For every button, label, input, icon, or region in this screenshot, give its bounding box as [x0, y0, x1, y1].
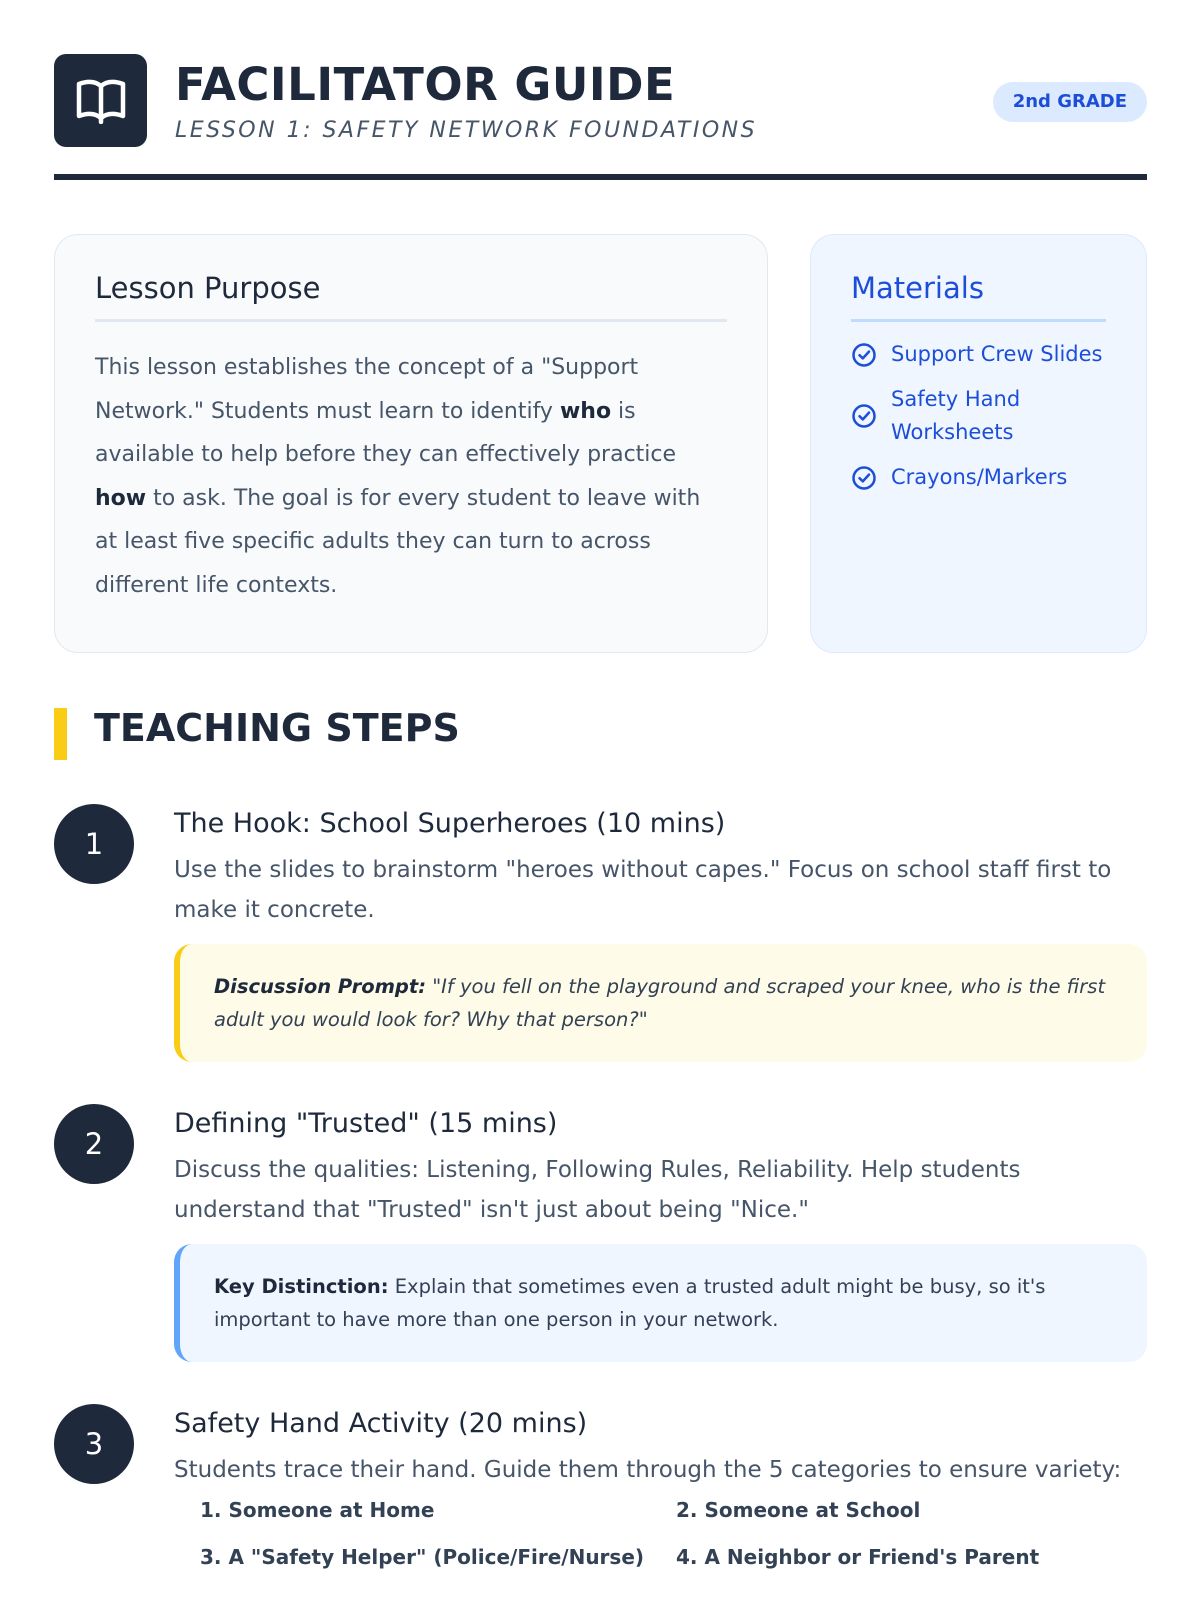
- materials-item: [851, 338, 1106, 371]
- lesson-purpose-card: [54, 234, 768, 653]
- step-description: Students trace their hand. Guide them through the 5 categories to ensure variety:: [174, 1457, 1122, 1483]
- step-number-badge: 1: [54, 804, 134, 884]
- callout-label: Discussion Prompt:: [214, 975, 426, 998]
- materials-item: [851, 383, 1106, 449]
- category-item: 4. A Neighbor or Friend's Parent: [676, 1545, 1040, 1569]
- step-title: The Hook: School Superheroes (10 mins): [174, 808, 726, 839]
- step-title: Defining "Trusted" (15 mins): [174, 1108, 558, 1139]
- lesson-purpose-heading: Lesson Purpose: [95, 271, 727, 322]
- page-title: FACILITATOR GUIDE: [175, 58, 676, 111]
- step-number-badge: 3: [54, 1404, 134, 1484]
- callout-text: Explain that sometimes even a trusted adult might be busy, so it's important to have more than one person in your network.: [214, 1275, 1046, 1331]
- callout-label: Key Distinction:: [214, 1275, 389, 1298]
- materials-list: [851, 338, 1106, 494]
- materials-heading: Materials: [851, 271, 1106, 322]
- open-book-icon: [75, 78, 127, 124]
- materials-item-label: Safety Hand Worksheets: [891, 387, 1021, 444]
- discussion-prompt-callout: [174, 944, 1147, 1062]
- purpose-emphasis-how: how: [95, 485, 147, 511]
- materials-item-label: Support Crew Slides: [891, 342, 1103, 366]
- step-description: Use the slides to brainstorm "heroes without capes." Focus on school staff first to make it concrete.: [174, 857, 1112, 923]
- purpose-text-part: is available to help before they can effectively practice: [95, 398, 677, 467]
- step-number-badge: 2: [54, 1104, 134, 1184]
- materials-card: [810, 234, 1147, 653]
- step-description: Discuss the qualities: Listening, Following Rules, Reliability. Help students understand that "Trusted" isn't just about being "Nice.": [174, 1157, 1021, 1223]
- category-item: 1. Someone at Home: [200, 1498, 435, 1522]
- purpose-text-part: This lesson establishes the concept of a "Support Network." Students must learn to identify: [95, 355, 639, 424]
- header-divider: [54, 174, 1147, 180]
- category-item: 3. A "Safety Helper" (Police/Fire/Nurse): [200, 1545, 645, 1569]
- page-header: [54, 54, 1147, 181]
- lesson-purpose-text: [95, 346, 727, 607]
- materials-item: [851, 461, 1106, 494]
- check-circle-icon: [851, 403, 877, 429]
- logo: [54, 54, 147, 147]
- purpose-emphasis-who: who: [559, 398, 612, 424]
- category-item: 2. Someone at School: [676, 1498, 921, 1522]
- check-circle-icon: [851, 342, 877, 368]
- safety-hand-categories: [200, 1494, 1100, 1574]
- step-title: Safety Hand Activity (20 mins): [174, 1408, 588, 1439]
- page-subtitle: LESSON 1: SAFETY NETWORK FOUNDATIONS: [175, 118, 758, 143]
- teaching-steps-heading: TEACHING STEPS: [94, 706, 460, 750]
- grade-badge: 2nd GRADE: [993, 82, 1147, 122]
- purpose-text-part: to ask. The goal is for every student to leave with at least five specific adults they can turn to across different life contexts.: [95, 485, 701, 598]
- key-distinction-callout: [174, 1244, 1147, 1362]
- check-circle-icon: [851, 465, 877, 491]
- callout-text: "If you fell on the playground and scraped your knee, who is the first adult you would look for? Why that person?": [214, 975, 1106, 1031]
- materials-item-label: Crayons/Markers: [891, 465, 1068, 489]
- section-accent-bar: [54, 708, 67, 760]
